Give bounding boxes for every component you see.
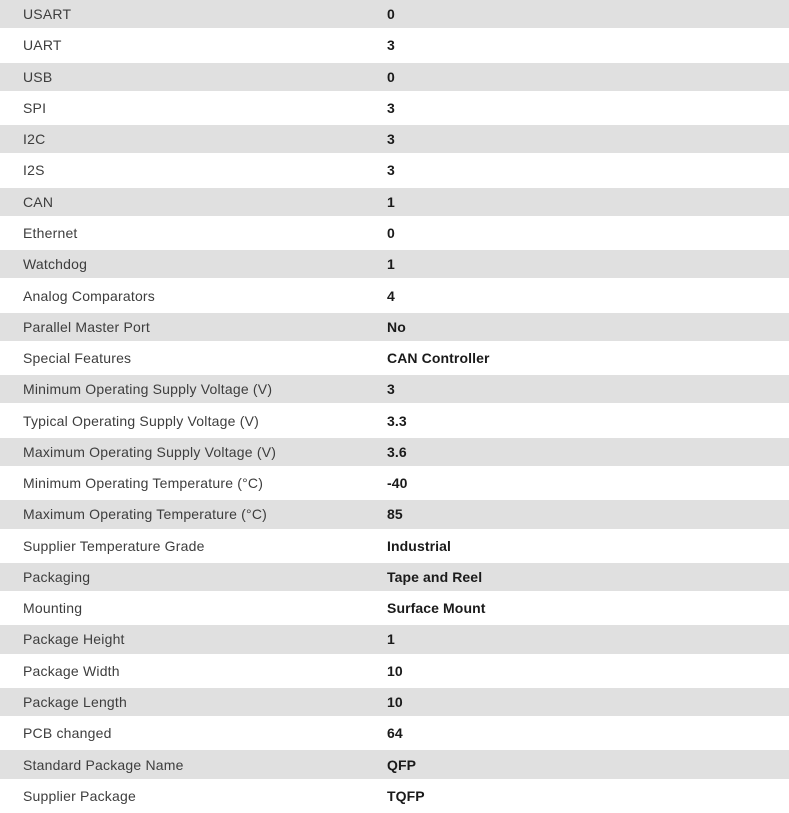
attribute-label: Package Width	[23, 662, 120, 679]
attribute-label: Analog Comparators	[23, 287, 155, 304]
table-row	[0, 500, 789, 531]
attribute-value: 4	[387, 287, 395, 304]
attribute-value: 1	[387, 631, 395, 648]
table-row	[0, 469, 789, 500]
table-row	[0, 438, 789, 469]
table-row	[0, 750, 789, 781]
attribute-label: Packaging	[23, 568, 91, 585]
table-row	[0, 406, 789, 437]
table-row	[0, 344, 789, 375]
attribute-value: 1	[387, 256, 395, 273]
attribute-value: CAN Controller	[387, 350, 490, 367]
attribute-value: -40	[387, 475, 408, 492]
attribute-label: SPI	[23, 99, 47, 116]
attribute-label: PCB changed	[23, 725, 112, 742]
table-row	[0, 94, 789, 125]
attribute-value: 3	[387, 99, 395, 116]
attribute-value: 3.3	[387, 412, 407, 429]
attribute-value: 85	[387, 506, 403, 523]
table-row	[0, 719, 789, 750]
table-row	[0, 219, 789, 250]
table-row	[0, 782, 789, 813]
table-row	[0, 594, 789, 625]
attribute-label: I2C	[23, 131, 46, 148]
attribute-label: CAN	[23, 193, 54, 210]
attribute-value: 0	[387, 68, 395, 85]
attribute-value: 1	[387, 193, 395, 210]
attribute-value: 10	[387, 693, 403, 710]
attribute-label: Mounting	[23, 600, 83, 617]
table-row	[0, 657, 789, 688]
table-row	[0, 250, 789, 281]
attribute-value: 3	[387, 162, 395, 179]
attribute-value: 3	[387, 131, 395, 148]
attribute-value: 10	[387, 662, 403, 679]
attribute-label: Maximum Operating Supply Voltage (V)	[23, 443, 277, 460]
table-row	[0, 688, 789, 719]
attribute-value: TQFP	[387, 787, 425, 804]
attribute-label: Ethernet	[23, 224, 78, 241]
attribute-label: USB	[23, 68, 53, 85]
attribute-value: Industrial	[387, 537, 452, 554]
attribute-label: Supplier Package	[23, 787, 136, 804]
table-row	[0, 281, 789, 312]
table-row	[0, 125, 789, 156]
table-row	[0, 63, 789, 94]
attribute-label: USART	[23, 6, 72, 23]
attribute-label: UART	[23, 37, 62, 54]
table-row	[0, 31, 789, 62]
attribute-label: Standard Package Name	[23, 756, 184, 773]
table-row	[0, 0, 789, 31]
attribute-label: Typical Operating Supply Voltage (V)	[23, 412, 259, 429]
table-row	[0, 313, 789, 344]
attribute-label: Supplier Temperature Grade	[23, 537, 205, 554]
attribute-value: 64	[387, 725, 403, 742]
table-row	[0, 188, 789, 219]
table-row	[0, 563, 789, 594]
attribute-label: Minimum Operating Supply Voltage (V)	[23, 381, 273, 398]
table-row	[0, 625, 789, 656]
table-row	[0, 532, 789, 563]
attribute-label: Package Height	[23, 631, 125, 648]
attribute-value: Tape and Reel	[387, 568, 483, 585]
attribute-value: 0	[387, 6, 395, 23]
attribute-value: 3.6	[387, 443, 407, 460]
attribute-value: 3	[387, 381, 395, 398]
attribute-label: Watchdog	[23, 256, 88, 273]
attribute-value: Surface Mount	[387, 600, 486, 617]
attribute-label: Package Length	[23, 693, 127, 710]
attribute-label: Maximum Operating Temperature (°C)	[23, 506, 267, 523]
attribute-value: QFP	[387, 756, 417, 773]
attribute-value: 0	[387, 224, 395, 241]
attribute-label: Parallel Master Port	[23, 318, 150, 335]
table-row	[0, 156, 789, 187]
attribute-label: Special Features	[23, 350, 132, 367]
attribute-value: No	[387, 318, 406, 335]
attribute-label: Minimum Operating Temperature (°C)	[23, 475, 264, 492]
attribute-label: I2S	[23, 162, 45, 179]
table-row	[0, 375, 789, 406]
attribute-value: 3	[387, 37, 395, 54]
